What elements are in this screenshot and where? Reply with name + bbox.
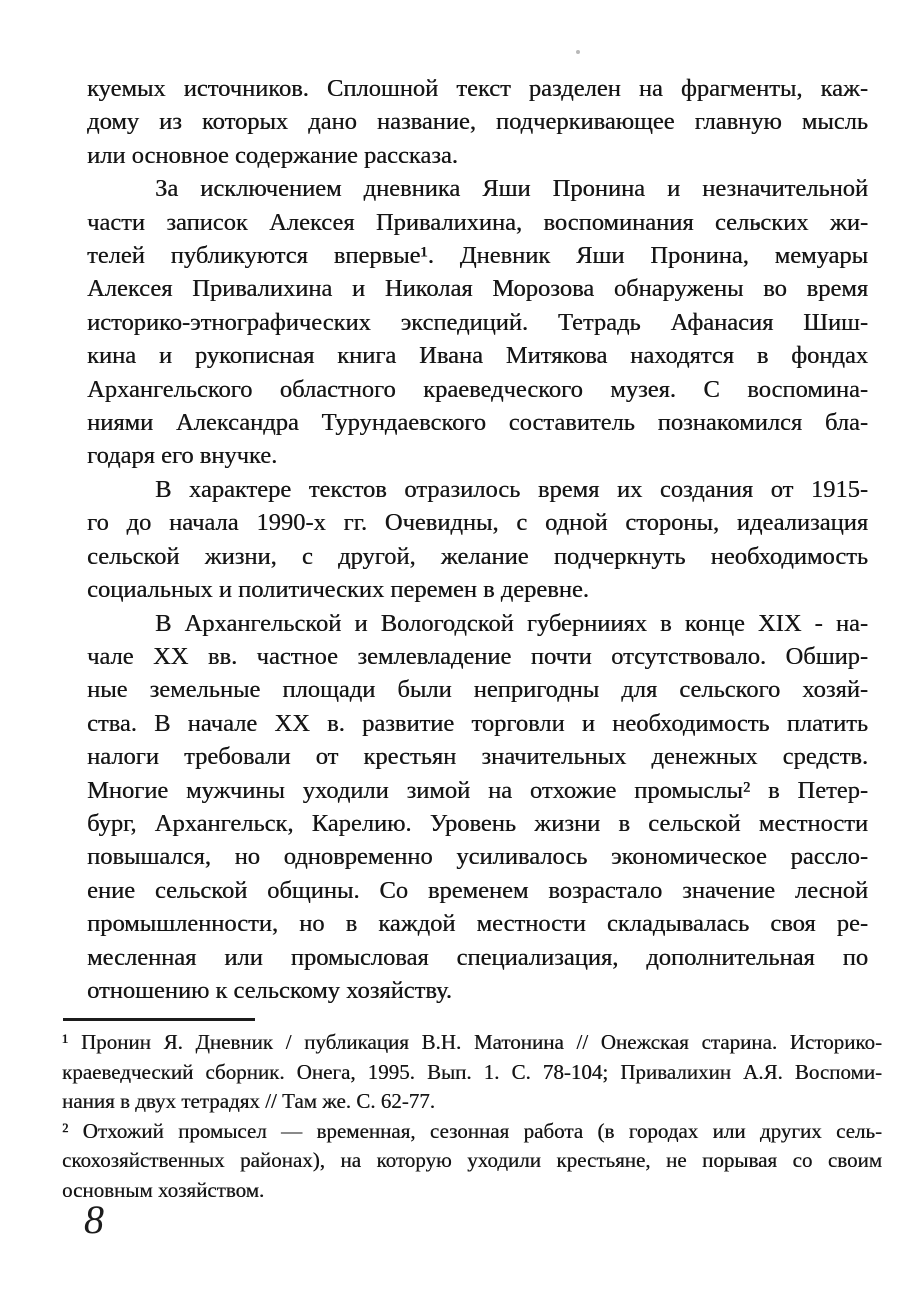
- paragraph: [87, 72, 868, 172]
- text-line: Алексея Привалихина и Николая Морозова обнаружены во время: [87, 275, 868, 303]
- page-number: 8: [84, 1197, 104, 1242]
- text-line: В характере текстов отразилось время их создания от 1915-: [155, 475, 868, 503]
- paragraph: [87, 473, 868, 607]
- paragraph: [62, 1028, 882, 1117]
- text-line: налоги требовали от крестьян значительных денежных средств.: [87, 743, 868, 771]
- text-line: Архангельского областного краеведческого музея. С воспомина-: [87, 375, 868, 403]
- body-text: [87, 72, 868, 1007]
- text-line: скохозяйственных районах), на которую уходили крестьяне, не порывая со своим: [62, 1148, 882, 1173]
- text-line: ² Отхожий промысел — временная, сезонная работа (в городах или других сель-: [62, 1118, 882, 1143]
- text-line: годаря его внучке.: [87, 442, 278, 470]
- text-line: бург, Архангельск, Карелию. Уровень жизни в сельской местности: [87, 809, 868, 837]
- text-line: социальных и политических перемен в деревне.: [87, 576, 589, 604]
- text-line: сельской жизни, с другой, желание подчеркнуть необходимость: [87, 542, 868, 570]
- text-line: основным хозяйством.: [62, 1177, 265, 1202]
- text-line: промышленности, но в каждой местности складывалась своя ре-: [87, 910, 868, 938]
- scan-artifact-speck: [576, 50, 580, 54]
- paragraph: [87, 607, 868, 1008]
- text-line: телей публикуются впервые¹. Дневник Яши Пронина, мемуары: [87, 242, 868, 270]
- text-line: куемых источников. Сплошной текст разделен на фрагменты, каж-: [87, 75, 868, 102]
- text-line: чале XX вв. частное землевладение почти отсутствовало. Обшир-: [87, 642, 868, 670]
- footnotes: [62, 1028, 882, 1206]
- text-line: отношению к сельскому хозяйству.: [87, 976, 452, 1004]
- text-line: историко-этнографических экспедиций. Тетрадь Афанасия Шиш-: [87, 308, 868, 336]
- text-line: го до начала 1990-х гг. Очевидны, с одной стороны, идеализация: [87, 509, 868, 537]
- text-line: ства. В начале XX в. развитие торговли и необходимость платить: [87, 709, 868, 737]
- text-line: ¹ Пронин Я. Дневник / публикация В.Н. Матонина // Онежская старина. Историко-: [62, 1030, 882, 1054]
- text-line: нания в двух тетрадях // Там же. С. 62-77.: [62, 1089, 435, 1114]
- text-line: ные земельные площади были непригодны для сельского хозяй-: [87, 676, 868, 704]
- text-line: месленная или промысловая специализация, дополнительная по: [87, 943, 868, 971]
- text-line: части записок Алексея Привалихина, воспоминания сельских жи-: [87, 208, 868, 236]
- text-line: За исключением дневника Яши Пронина и незначительной: [155, 175, 868, 203]
- text-line: ение сельской общины. Со временем возрастало значение лесной: [87, 876, 868, 904]
- text-line: или основное содержание рассказа.: [87, 141, 458, 169]
- text-line: дому из которых дано название, подчеркивающее главную мысль: [87, 108, 868, 136]
- paragraph: [87, 172, 868, 473]
- text-line: ниями Александра Турундаевского составитель познакомился бла-: [87, 409, 868, 437]
- text-line: Многие мужчины уходили зимой на отхожие промыслы² в Петер-: [87, 776, 868, 804]
- footnote-separator: [63, 1018, 255, 1021]
- text-line: В Архангельской и Вологодской губернииях в конце XIX - на-: [155, 609, 868, 637]
- text-line: повышался, но одновременно усиливалось экономическое рассло-: [87, 843, 868, 871]
- text-line: кина и рукописная книга Ивана Митякова находятся в фондах: [87, 342, 868, 370]
- paragraph: [62, 1117, 882, 1206]
- text-line: краеведческий сборник. Онега, 1995. Вып. 1. С. 78-104; Привалихин А.Я. Воспоми-: [62, 1059, 882, 1084]
